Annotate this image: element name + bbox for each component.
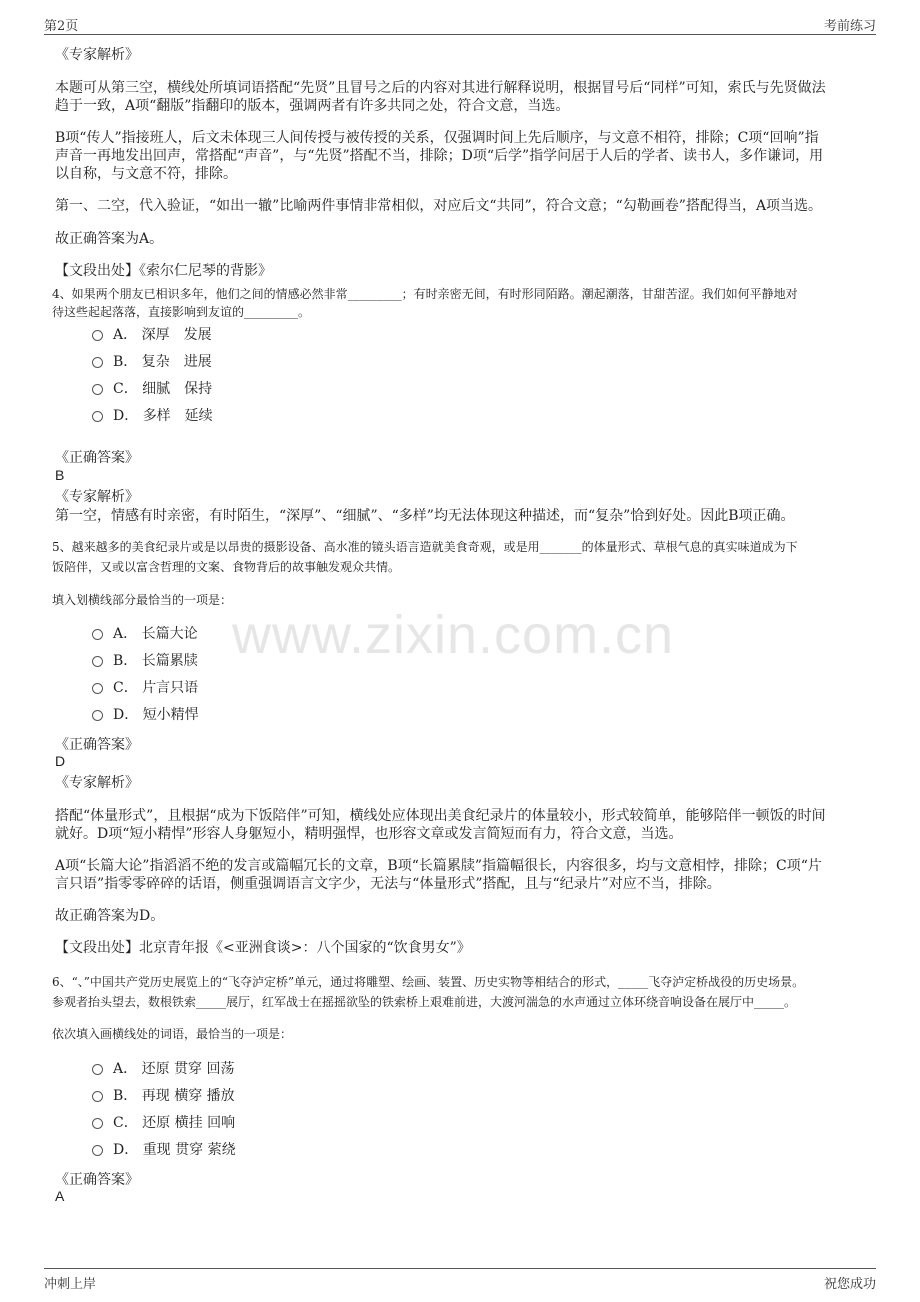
radio-icon[interactable] bbox=[92, 710, 103, 721]
analysis-text: 趋于一致，A项“翻版”指翻印的版本，强调两者有许多共同之处，符合文意，当选。 bbox=[55, 98, 570, 114]
analysis-text: 第一空，情感有时亲密，有时陌生，“深厚”、“细腻”、“多样”均无法体现这种描述，而“复杂”恰到好处。因此B项正确。 bbox=[55, 508, 795, 524]
question-prompt: 填入划横线部分最恰当的一项是： bbox=[52, 593, 233, 607]
option-a[interactable]: A． 还原 贯穿 回荡 bbox=[92, 1059, 234, 1079]
footer-right: 祝您成功 bbox=[823, 1277, 876, 1292]
question-stem: 待这些起起落落，直接影响到友谊的_________。 bbox=[52, 305, 311, 319]
radio-icon[interactable] bbox=[92, 357, 103, 368]
analysis-text: 搭配“体量形式”，且根据“成为下饭陪伴”可知，横线处应体现出美食纪录片的体量较小，形式较简单，能够陪伴一顿饭的时间 bbox=[55, 808, 826, 824]
question-prompt: 依次填入画横线处的词语，最恰当的一项是： bbox=[52, 1027, 293, 1041]
analysis-label: 《专家解析》 bbox=[55, 489, 139, 505]
option-a[interactable]: A． 深厚 发展 bbox=[92, 325, 212, 345]
question-stem: 6、“、”中国共产党历史展览上的“飞夺泸定桥”单元，通过将雕塑、绘画、装置、历史实物等相结合的形式，_____飞夺泸定桥战役的历史场景。 bbox=[52, 975, 805, 989]
option-b[interactable]: B． 长篇累牍 bbox=[92, 651, 198, 671]
radio-icon[interactable] bbox=[92, 384, 103, 395]
analysis-text: 以自称，与文意不符，排除。 bbox=[55, 166, 237, 182]
analysis-text: 第一、二空，代入验证，“如出一辙”比喻两件事情非常相似，对应后文“共同”，符合文意；“勾勒画卷”搭配得当，A项当选。 bbox=[55, 198, 823, 214]
analysis-text: 声音一再地发出回声，常搭配“声音”，与“先贤”搭配不当，排除；D项“后学”指学问居于人后的学者、读书人，多作谦词，用 bbox=[55, 148, 824, 164]
option-c[interactable]: C． 还原 横挂 回响 bbox=[92, 1113, 235, 1133]
radio-icon[interactable] bbox=[92, 1064, 103, 1075]
option-d[interactable]: D． 重现 贯穿 萦绕 bbox=[92, 1140, 236, 1160]
question-stem: 4、如果两个朋友已相识多年，他们之间的情感必然非常_________；有时亲密无间，有时形同陌路。潮起潮落，甘甜苦涩。我们如何平静地对 bbox=[52, 287, 798, 301]
radio-icon[interactable] bbox=[92, 683, 103, 694]
radio-icon[interactable] bbox=[92, 1145, 103, 1156]
question-stem: 参观者抬头望去，数根铁索_____展厅，红军战士在摇摇欲坠的铁索桥上艰难前进，大渡河湍急的水声通过立体环绕音响设备在展厅中_____。 bbox=[52, 995, 797, 1009]
page-number: 第2页 bbox=[44, 19, 79, 34]
analysis-text: 言只语”指零零碎碎的话语，侧重强调语言文字少，无法与“体量形式”搭配，且与“纪录片”对应不当，排除。 bbox=[55, 876, 721, 892]
answer-value: D bbox=[55, 753, 66, 769]
analysis-label: 《专家解析》 bbox=[55, 775, 139, 791]
radio-icon[interactable] bbox=[92, 1118, 103, 1129]
radio-icon[interactable] bbox=[92, 411, 103, 422]
option-b[interactable]: B． 再现 横穿 播放 bbox=[92, 1086, 235, 1106]
option-b[interactable]: B． 复杂 进展 bbox=[92, 352, 212, 372]
option-d[interactable]: D． 短小精悍 bbox=[92, 705, 199, 725]
header-title: 考前练习 bbox=[823, 19, 876, 34]
watermark: www.zixin.com.cn bbox=[232, 605, 675, 665]
source-citation: 【文段出处】北京青年报《<亚洲食谈>：八个国家的“饮食男女”》 bbox=[55, 940, 471, 956]
answer-value: B bbox=[55, 467, 65, 483]
radio-icon[interactable] bbox=[92, 1091, 103, 1102]
question-stem: 饭陪伴，又或以富含哲理的文案、食物背后的故事触发观众共情。 bbox=[52, 560, 401, 574]
question-stem: 5、越来越多的美食纪录片或是以昂贵的摄影设备、高水准的镜头语言造就美食奇观，或是用_______的体量形式、草根气息的真实味道成为下 bbox=[52, 540, 798, 554]
answer-label: 《正确答案》 bbox=[55, 1172, 139, 1188]
analysis-text: A项“长篇大论”指滔滔不绝的发言或篇幅冗长的文章，B项“长篇累牍”指篇幅很长，内容很多，均与文意相悖，排除；C项“片 bbox=[55, 858, 822, 874]
answer-value: A bbox=[55, 1188, 65, 1204]
answer-statement: 故正确答案为D。 bbox=[55, 908, 165, 924]
analysis-text: 就好。D项“短小精悍”形容人身躯短小，精明强悍，也形容文章或发言简短而有力，符合文意，当选。 bbox=[55, 826, 683, 842]
answer-label: 《正确答案》 bbox=[55, 450, 139, 466]
source-citation: 【文段出处】《索尔仁尼琴的背影》 bbox=[55, 263, 272, 279]
radio-icon[interactable] bbox=[92, 629, 103, 640]
answer-label: 《正确答案》 bbox=[55, 737, 139, 753]
page-header bbox=[44, 12, 876, 35]
footer-left: 冲刺上岸 bbox=[44, 1277, 97, 1292]
page-footer bbox=[44, 1268, 876, 1294]
option-a[interactable]: A． 长篇大论 bbox=[92, 624, 198, 644]
analysis-text: B项“传人”指接班人，后文未体现三人间传授与被传授的关系，仅强调时间上先后顺序，与文意不相符，排除；C项“回响”指 bbox=[55, 130, 819, 146]
option-c[interactable]: C． 片言只语 bbox=[92, 678, 198, 698]
answer-statement: 故正确答案为A。 bbox=[55, 231, 164, 247]
radio-icon[interactable] bbox=[92, 656, 103, 667]
radio-icon[interactable] bbox=[92, 330, 103, 341]
analysis-text: 本题可从第三空，横线处所填词语搭配“先贤”且冒号之后的内容对其进行解释说明，根据冒号后“同样”可知，索氏与先贤做法 bbox=[55, 80, 826, 96]
option-d[interactable]: D． 多样 延续 bbox=[92, 406, 213, 426]
analysis-label: 《专家解析》 bbox=[55, 47, 139, 63]
option-c[interactable]: C． 细腻 保持 bbox=[92, 379, 212, 399]
